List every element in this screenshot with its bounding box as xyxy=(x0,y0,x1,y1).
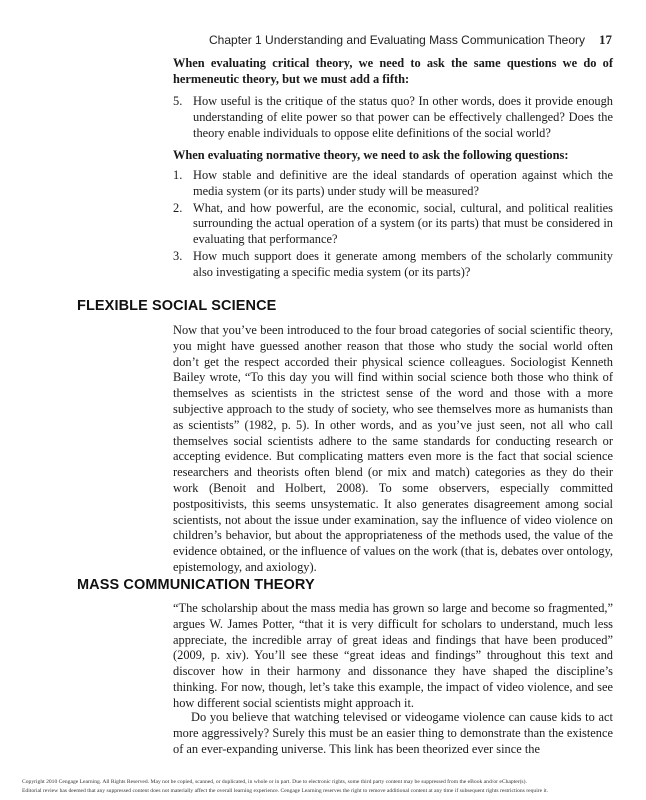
critical-theory-intro: When evaluating critical theory, we need to ask the same questions we do of hermeneutic theory, but we must add a fifth: xyxy=(173,56,613,86)
page-number: 17 xyxy=(599,32,612,47)
list-item xyxy=(173,249,613,281)
list-number: 2. xyxy=(173,200,183,215)
section-heading-flexible-social-science: FLEXIBLE SOCIAL SCIENCE xyxy=(77,298,277,314)
copyright-notice: Copyright 2010 Cengage Learning. All Rights Reserved. May not be copied, scanned, or duplicated, in whole or in part. Due to electronic rights, some third party content may be suppressed from the eBook and/or eChapter(s). xyxy=(22,779,527,785)
list-item xyxy=(173,94,613,141)
mass-communication-paragraph-1: “The scholarship about the mass media has grown so large and become so fragmented,” argues W. James Potter, “that it is very difficult for scholars to understand, much less appreciate, the incredible array of great ideas and findings that have been produced” (2009, p. xiv). You’ll see these “great ideas and findings” throughout this text and discover how in their harmony and dissonance they have shaped the discipline’s thinking. For now, though, let’s take this example, the impact of video violence, and see how different social scientists might approach it. xyxy=(173,601,613,710)
critical-theory-list xyxy=(173,94,613,141)
chapter-title: Chapter 1 Understanding and Evaluating Mass Communication Theory xyxy=(209,33,585,47)
normative-theory-intro: When evaluating normative theory, we need to ask the following questions: xyxy=(173,148,569,162)
list-number: 5. xyxy=(173,94,183,108)
editorial-notice: Editorial review has deemed that any suppressed content does not materially affect the overall learning experience. Cengage Learning reserves the right to remove additional content at any time if subsequent rights restrictions require it. xyxy=(22,788,548,794)
list-text: How useful is the critique of the status quo? In other words, does it provide enough understanding of elite power so that power can be effectively challenged? Does the theory enable individuals to oppose elite definitions of the social world? xyxy=(193,94,613,140)
list-number: 1. xyxy=(173,168,183,182)
list-text: What, and how powerful, are the economic, social, cultural, and political realities surrounding the actual operation of a system (or its parts) that must be considered in evaluating that performance? xyxy=(193,200,613,247)
list-text: How much support does it generate among members of the scholarly community also investigating a specific media system (or its parts)? xyxy=(193,248,613,279)
running-head xyxy=(150,32,612,48)
flexible-social-science-paragraph: Now that you’ve been introduced to the four broad categories of social scientific theory, you might have guessed another reason that those who study the social world often don’t get the respect accorded their physical science colleagues. Sociologist Kenneth Bailey wrote, “To this day you will find within social science both those who think of themselves as scientists in the strictest sense of the word and those with a more subjective approach to the study of society, who see themselves more as humanists than as scientists” (1982, p. 5). In other words, and as you’ve just seen, not all who call themselves social scientists adhere to the same standards for conducting research or accepting evidence. But complicating matters even more is the fact that social science researchers and theorists often blend (or mix and match) categories as they do their work (Benoit and Holbert, 2008). To some observers, especially committed postpositivists, this seems unsystematic. It also generates disagreement among social scientists, not about the issue under examination, say the influence of video violence on children’s behavior, but about the appropriateness of the methods used, the value of the evidence obtained, or the influence of values on the work (that is, debates over ontology, epistemology, and axiology). xyxy=(173,323,613,574)
list-text: How stable and definitive are the ideal standards of operation against which the media system (or its parts) under study will be measured? xyxy=(193,168,613,198)
normative-theory-list xyxy=(173,168,613,281)
list-number: 3. xyxy=(173,248,183,263)
mass-communication-paragraph-2: Do you believe that watching televised or videogame violence can cause kids to act more aggressively? Surely this must be an easier thing to demonstrate than the existence of an ever-expanding universe. This link has been theorized ever since the xyxy=(173,710,613,756)
section-heading-mass-communication-theory: MASS COMMUNICATION THEORY xyxy=(77,577,315,593)
list-item xyxy=(173,201,613,248)
list-item xyxy=(173,168,613,200)
